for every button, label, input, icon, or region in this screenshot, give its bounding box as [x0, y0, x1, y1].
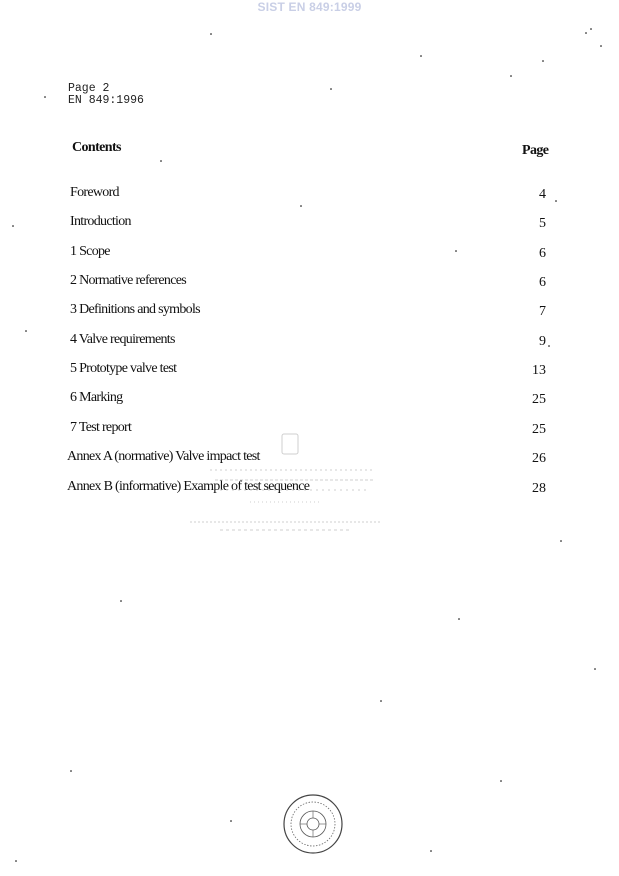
toc-entry [0, 361, 619, 383]
page-column-heading: Page [522, 143, 549, 158]
toc-entry-title: Annex B (informative) Example of test sequence [67, 479, 310, 494]
page-reference [68, 83, 144, 107]
toc-entry-page: 4 [539, 187, 546, 202]
toc-entry-title: Introduction [70, 214, 131, 229]
toc-entry-page: 6 [539, 275, 546, 290]
toc-entry-page: 13 [532, 363, 546, 378]
toc-entry-title: Annex A (normative) Valve impact test [67, 449, 260, 464]
contents-heading: Contents [72, 140, 121, 155]
standard-number: EN 849:1996 [68, 94, 144, 107]
toc-entry [0, 390, 619, 412]
toc-entry [0, 244, 619, 266]
circular-stamp-seal [282, 793, 344, 855]
toc-entry-page: 28 [532, 481, 546, 496]
toc-entry-title: 4 Valve requirements [70, 332, 175, 347]
watermark-header: SIST EN 849:1999 [257, 0, 362, 14]
toc-entry [0, 273, 619, 295]
toc-entry-page: 6 [539, 246, 546, 261]
toc-entry-page: 26 [532, 451, 546, 466]
toc-entry [0, 214, 619, 236]
toc-entry-page: 7 [539, 304, 546, 319]
toc-entry-title: Foreword [70, 185, 119, 200]
toc-entry-page: 25 [532, 392, 546, 407]
faint-show-through-marks [190, 430, 390, 540]
toc-entry-page: 5 [539, 216, 546, 231]
toc-entry-title: 5 Prototype valve test [70, 361, 177, 376]
toc-entry-title: 7 Test report [70, 420, 132, 435]
toc-entry-title: 1 Scope [70, 244, 110, 259]
toc-entry-page: 25 [532, 422, 546, 437]
page-number: Page 2 [68, 82, 110, 95]
toc-entry [0, 302, 619, 324]
toc-entry-page: 9 [539, 334, 546, 349]
toc-entry-title: 6 Marking [70, 390, 123, 405]
toc-entry-title: 2 Normative references [70, 273, 186, 288]
toc-entry [0, 185, 619, 207]
toc-entry-title: 3 Definitions and symbols [70, 302, 200, 317]
toc-entry [0, 332, 619, 354]
